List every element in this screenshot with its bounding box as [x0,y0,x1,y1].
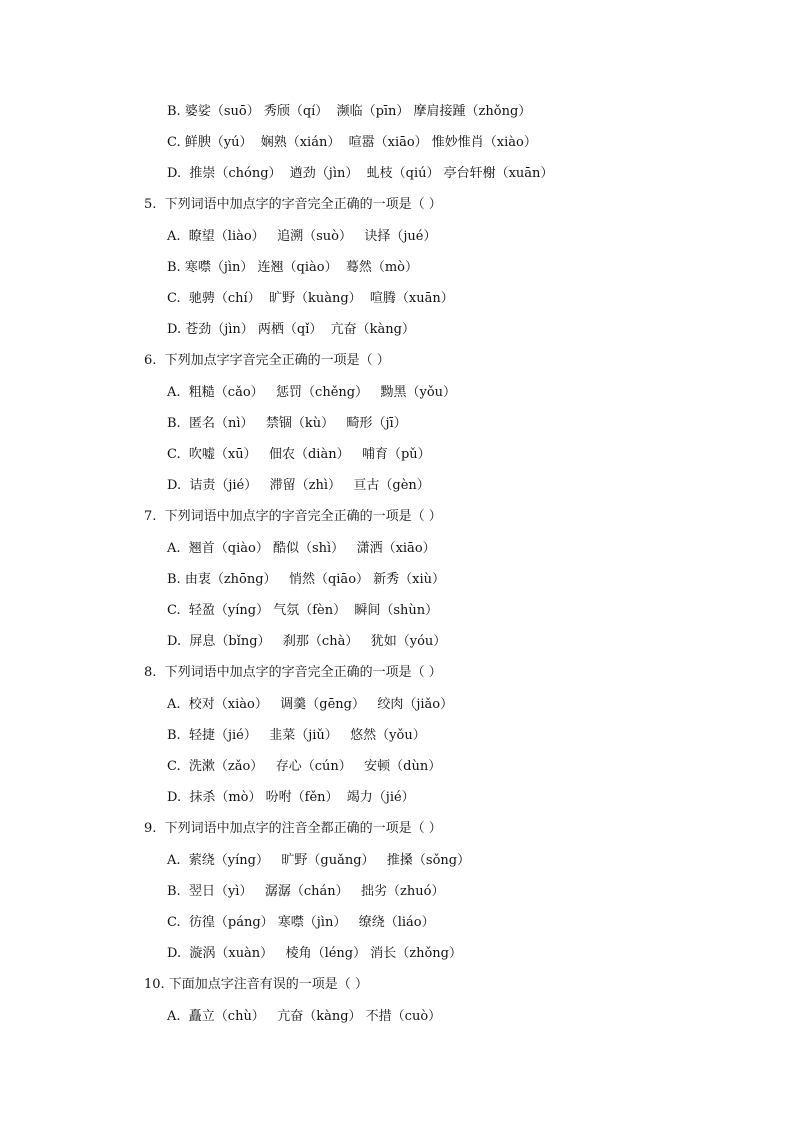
option-line: D. 推崇（chóng） 遒劲（jìn） 虬枝（qiú） 亭台轩榭（xuān） [167,166,554,181]
option-line: A. 萦绕（yíng） 旷野（guǎng） 推搡（sǒng） [167,853,471,868]
option-line: B. 轻捷（jié） 韭菜（jiǔ） 悠然（yǒu） [167,728,426,743]
option-line: C. 洗漱（zǎo） 存心（cún） 安顿（dùn） [167,759,442,774]
option-line: C. 吹嘘（xū） 佃农（diàn） 哺育（pǔ） [167,447,431,462]
option-line: C. 彷徨（páng） 寒噤（jìn） 缭绕（liáo） [167,915,435,930]
question-6: 6. 下列加点字字音完全正确的一项是（ ） [144,353,390,368]
option-line: B. 匿名（nì） 禁锢（kù） 畸形（jī） [167,416,407,431]
option-line: D. 漩涡（xuàn） 棱角（léng） 消长（zhǒng） [167,946,463,961]
option-line: D. 抹杀（mò） 吩咐（fěn） 竭力（jié） [167,790,415,805]
question-7: 7. 下列词语中加点字的字音完全正确的一项是（ ） [144,509,442,524]
question-5: 5. 下列词语中加点字的字音完全正确的一项是（ ） [144,197,442,212]
option-line: D. 苍劲（jìn） 两栖（qǐ） 亢奋（kàng） [167,322,415,337]
option-line: D. 屏息（bǐng） 刹那（chà） 犹如（yóu） [167,634,447,649]
option-line: A. 翘首（qiào） 酷似（shì） 潇洒（xiāo） [167,541,436,556]
option-line: A. 矗立（chù） 亢奋（kàng） 不措（cuò） [167,1009,442,1024]
option-line: A. 瞭望（liào） 追溯（suò） 诀择（jué） [167,229,437,244]
option-line: A. 校对（xiào） 调羹（gēng） 绞肉（jiǎo） [167,697,454,712]
option-line: B. 翌日（yì） 潺潺（chán） 拙劣（zhuó） [167,884,445,899]
option-line: C. 轻盈（yíng） 气氛（fèn） 瞬间（shùn） [167,603,439,618]
option-line: C. 鲜腴（yú） 娴熟（xián） 喧嚣（xiāo） 惟妙惟肖（xiào） [167,135,537,150]
option-line: B. 由衷（zhōng） 悄然（qiāo） 新秀（xiù） [167,572,446,587]
question-10: 10. 下面加点字注音有误的一项是（ ） [144,977,368,992]
question-8: 8. 下列词语中加点字的字音完全正确的一项是（ ） [144,665,442,680]
option-line: C. 驰骋（chí） 旷野（kuàng） 喧腾（xuān） [167,291,454,306]
option-line: A. 粗糙（cǎo） 惩罚（chěng） 黝黑（yǒu） [167,385,457,400]
option-line: D. 诘责（jié） 滞留（zhì） 亘古（gèn） [167,478,430,493]
option-line: B. 婆娑（suō） 秀颀（qí） 濒临（pīn） 摩肩接踵（zhǒng） [167,104,532,119]
option-line: B. 寒噤（jìn） 连翘（qiào） 蓦然（mò） [167,260,418,275]
question-9: 9. 下列词语中加点字的注音全都正确的一项是（ ） [144,821,442,836]
